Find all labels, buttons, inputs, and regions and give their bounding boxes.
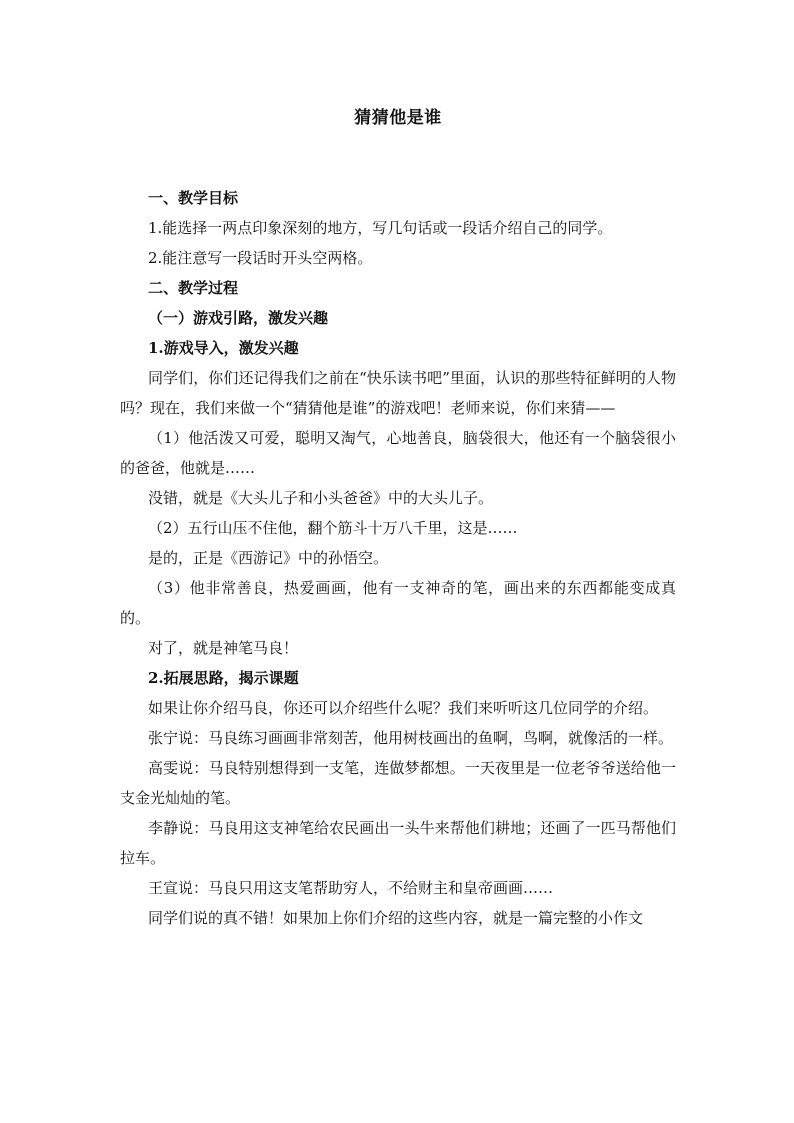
paragraph: 对了，就是神笔马良！ [148, 639, 299, 657]
paragraph: （1）他活泼又可爱，聪明又淘气，心地善良，脑袋很大，他还有一个脑袋很小的爸爸，他就是…… [120, 429, 676, 477]
paragraph: 同学们说的真不错！如果加上你们介绍的这些内容，就是一篇完整的小作文 [148, 909, 644, 927]
paragraph: 张宁说：马良练习画画非常刻苦，他用树枝画出的鱼啊，鸟啊，就像活的一样。 [148, 729, 674, 747]
objective-item: 2.能注意写一段话时开头空两格。 [148, 249, 373, 267]
step-heading: 1.游戏导入，激发兴趣 [148, 339, 299, 357]
paragraph: 高雯说：马良特别想得到一支笔，连做梦都想。一天夜里是一位老爷爷送给他一支金光灿灿的笔。 [120, 759, 676, 807]
paragraph: 如果让你介绍马良，你还可以介绍些什么呢？我们来听听这几位同学的介绍。 [148, 699, 659, 717]
document-page [120, 0, 676, 1123]
document-body [120, 183, 676, 933]
section-heading-process: 二、教学过程 [148, 279, 239, 297]
step-heading: 2.拓展思路，揭示课题 [148, 669, 299, 687]
subsection-heading: （一）游戏引路，激发兴趣 [148, 309, 329, 327]
paragraph: 王宣说：马良只用这支笔帮助穷人，不给财主和皇帝画画…… [148, 879, 554, 897]
paragraph: （2）五行山压不住他，翻个筋斗十万八千里，这是…… [148, 519, 518, 537]
section-heading-objectives: 一、教学目标 [148, 189, 239, 207]
objective-item: 1.能选择一两点印象深刻的地方，写几句话或一段话介绍自己的同学。 [148, 219, 613, 237]
paragraph: 没错，就是《大头儿子和小头爸爸》中的大头儿子。 [148, 489, 494, 507]
paragraph: 是的，正是《西游记》中的孙悟空。 [148, 549, 389, 567]
paragraph: （3）他非常善良，热爱画画，他有一支神奇的笔，画出来的东西都能变成真的。 [120, 579, 676, 627]
document-title: 猜猜他是谁 [354, 108, 442, 128]
paragraph: 李静说：马良用这支神笔给农民画出一头牛来帮他们耕地；还画了一匹马帮他们拉车。 [120, 819, 676, 867]
paragraph: 同学们，你们还记得我们之前在“快乐读书吧”里面，认识的那些特征鲜明的人物吗？现在，我们来做一个“猜猜他是谁”的游戏吧！老师来说，你们来猜—— [120, 369, 676, 417]
